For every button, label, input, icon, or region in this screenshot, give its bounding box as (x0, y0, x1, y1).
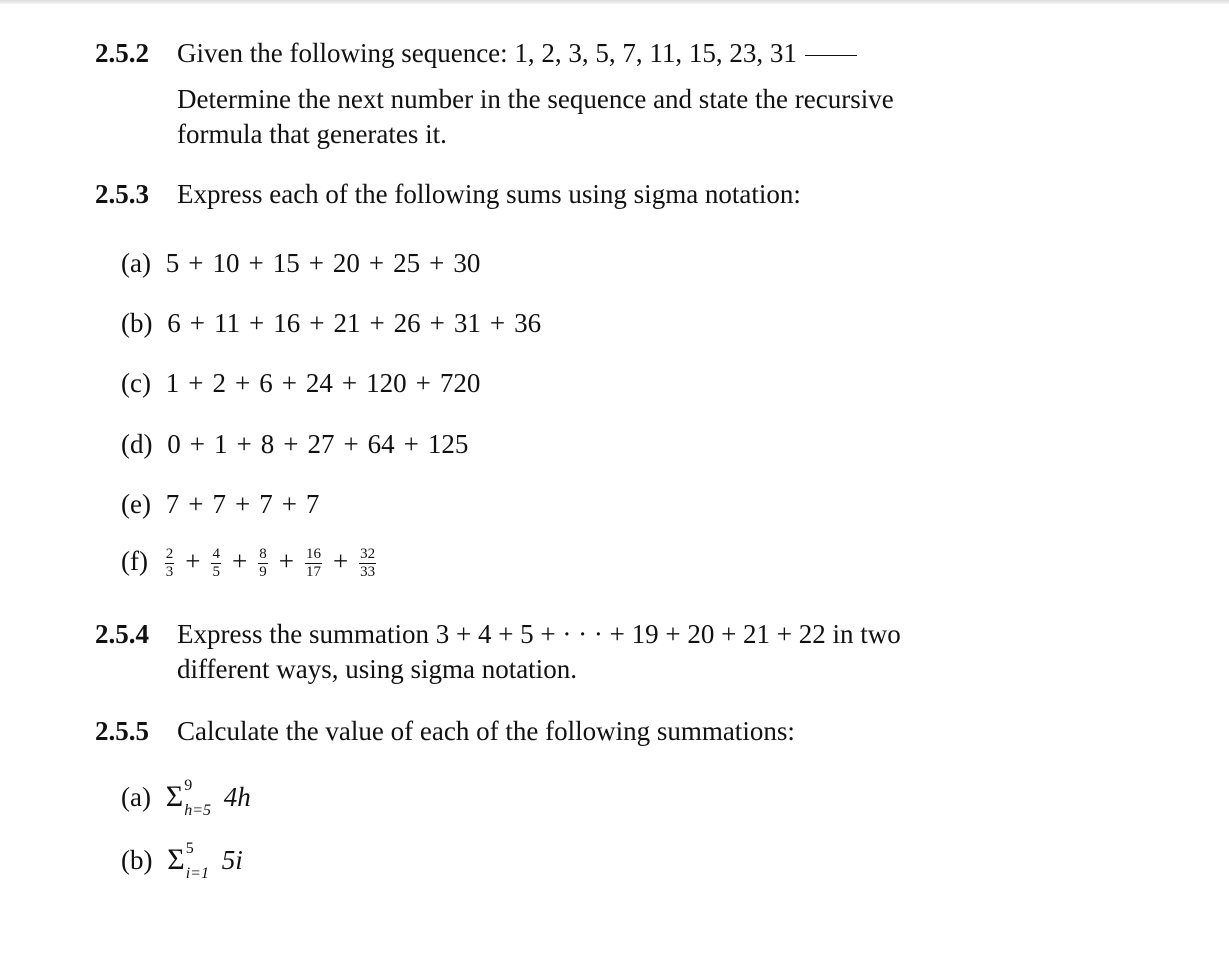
sum-term: 11 (213, 308, 240, 338)
sum-term: 20 (332, 248, 360, 278)
sigma-limits (184, 777, 211, 819)
sigma-notation (165, 777, 211, 819)
denominator: 17 (305, 564, 321, 581)
plus-sign: + (415, 368, 431, 398)
item-label: (f) (121, 546, 148, 576)
sum-term: 7 (305, 489, 320, 519)
plus-sign: + (489, 308, 506, 338)
plus-sign: + (308, 248, 324, 278)
plus-sign: + (231, 546, 248, 576)
sigma-notation (167, 840, 209, 882)
answer-blank (805, 55, 857, 56)
problem-2-5-5-text: Calculate the value of each of the following summations: (177, 716, 795, 746)
sum-expression (166, 368, 481, 399)
numerator: 16 (305, 546, 321, 563)
plus-sign: + (234, 368, 251, 398)
plus-sign: + (234, 489, 251, 519)
sum-term: 31 (453, 308, 481, 338)
fraction (211, 547, 221, 580)
sum-term: 0 (167, 429, 181, 459)
item-label: (b) (121, 308, 153, 338)
sum-term: 25 (393, 248, 421, 278)
sum-term: 8 (260, 429, 275, 459)
plus-sign: + (403, 429, 419, 459)
plus-sign: + (281, 489, 297, 519)
sum-term: 16 (273, 308, 301, 338)
plus-sign: + (185, 546, 201, 576)
fraction (165, 547, 175, 580)
plus-sign: + (332, 546, 349, 576)
plus-sign: + (369, 308, 385, 338)
sum-expression (167, 429, 468, 460)
numerator: 4 (212, 546, 220, 563)
plus-sign: + (189, 308, 205, 338)
plus-sign: + (248, 308, 265, 338)
problem-2-5-4-line2: different ways, using sigma notation. (177, 654, 577, 684)
sum-term: 6 (259, 368, 273, 398)
item-label: (a) (121, 248, 151, 278)
sum-term: 120 (366, 368, 407, 398)
sum-term: 125 (427, 429, 469, 459)
sigma-symbol: Σ (165, 780, 184, 813)
sum-expression (167, 308, 541, 339)
plus-sign: + (341, 368, 358, 398)
plus-sign: + (343, 429, 359, 459)
sum-term: 7 (165, 489, 180, 519)
item-d (121, 429, 468, 460)
item-e (121, 489, 319, 520)
sum-term: 24 (305, 368, 333, 398)
item-label: (a) (121, 782, 151, 812)
plus-sign: + (278, 546, 294, 576)
problem-2-5-3-text: Express each of the following sums using sigma notation: (177, 179, 801, 209)
item-label: (b) (121, 845, 153, 875)
sum-term: 6 (167, 308, 181, 338)
problem-number-2-5-3: 2.5.3 (95, 179, 149, 209)
item-f (121, 546, 378, 580)
sum-term: 7 (212, 489, 226, 519)
denominator: 9 (259, 564, 267, 581)
plus-sign: + (283, 429, 299, 459)
item-label: (e) (121, 489, 151, 519)
fraction-sum (163, 546, 378, 580)
problem-2-5-2-line3: formula that generates it. (177, 119, 447, 149)
plus-sign: + (281, 368, 297, 398)
problem-number-2-5-5: 2.5.5 (95, 716, 149, 746)
plus-sign: + (309, 308, 325, 338)
sigma-limits (185, 840, 209, 882)
sum-expression (166, 489, 320, 520)
sum-term: 21 (333, 308, 361, 338)
problem-number-2-5-2: 2.5.2 (95, 38, 149, 68)
plus-sign: + (248, 248, 264, 278)
lower-limit: i=1 (185, 865, 209, 882)
sum-term: 30 (453, 248, 481, 278)
sum-term: 10 (212, 248, 240, 278)
page-top-edge (0, 0, 1229, 4)
sum-expression (166, 248, 481, 279)
plus-sign: + (236, 429, 252, 459)
plus-sign: + (188, 368, 204, 398)
upper-limit: 9 (184, 777, 193, 794)
plus-sign: + (429, 308, 445, 338)
problem-number-2-5-4: 2.5.4 (95, 619, 149, 649)
sum-term: 36 (514, 308, 542, 338)
item-b (121, 308, 541, 339)
problem-2-5-2-sequence: Given the following sequence: 1, 2, 3, 5, 7, 11, 15, 23, 31 (177, 38, 797, 68)
fraction (258, 547, 268, 580)
plus-sign: + (188, 489, 204, 519)
sum-term: 1 (165, 368, 180, 398)
sum-term: 64 (367, 429, 395, 459)
item-label: (c) (121, 368, 151, 398)
plus-sign: + (189, 429, 205, 459)
item-c (121, 368, 480, 399)
sum-term: 5 (165, 248, 180, 278)
sum-term: 27 (307, 429, 335, 459)
numerator: 2 (165, 546, 174, 563)
sum-term: 26 (393, 308, 421, 338)
sum-term: 1 (213, 429, 228, 459)
lower-limit: h=5 (184, 802, 211, 819)
denominator: 5 (212, 564, 220, 581)
plus-sign: + (429, 248, 445, 278)
fraction (305, 547, 322, 580)
item-label: (d) (121, 429, 153, 459)
plus-sign: + (188, 248, 204, 278)
item-a (121, 248, 480, 279)
sum-term: 7 (259, 489, 273, 519)
sum-term: 2 (212, 368, 226, 398)
numerator: 8 (259, 546, 267, 563)
problem-2-5-4-line1: Express the summation 3 + 4 + 5 + · · · + 19 + 20 + 21 + 22 in two (177, 619, 901, 649)
plus-sign: + (368, 248, 385, 278)
sum-term: 15 (272, 248, 300, 278)
problem-2-5-2-line1 (177, 38, 857, 69)
summation-a (121, 777, 251, 819)
fraction (359, 547, 376, 580)
sum-term: 720 (439, 368, 481, 398)
problem-2-5-2-line2: Determine the next number in the sequence and state the recursive (177, 84, 894, 114)
summation-b (121, 840, 243, 882)
numerator: 32 (360, 546, 376, 563)
summand: 5i (221, 845, 243, 875)
upper-limit: 5 (185, 840, 194, 857)
denominator: 33 (360, 564, 376, 581)
summand: 4h (223, 782, 251, 812)
sigma-symbol: Σ (167, 843, 185, 876)
denominator: 3 (165, 564, 174, 581)
